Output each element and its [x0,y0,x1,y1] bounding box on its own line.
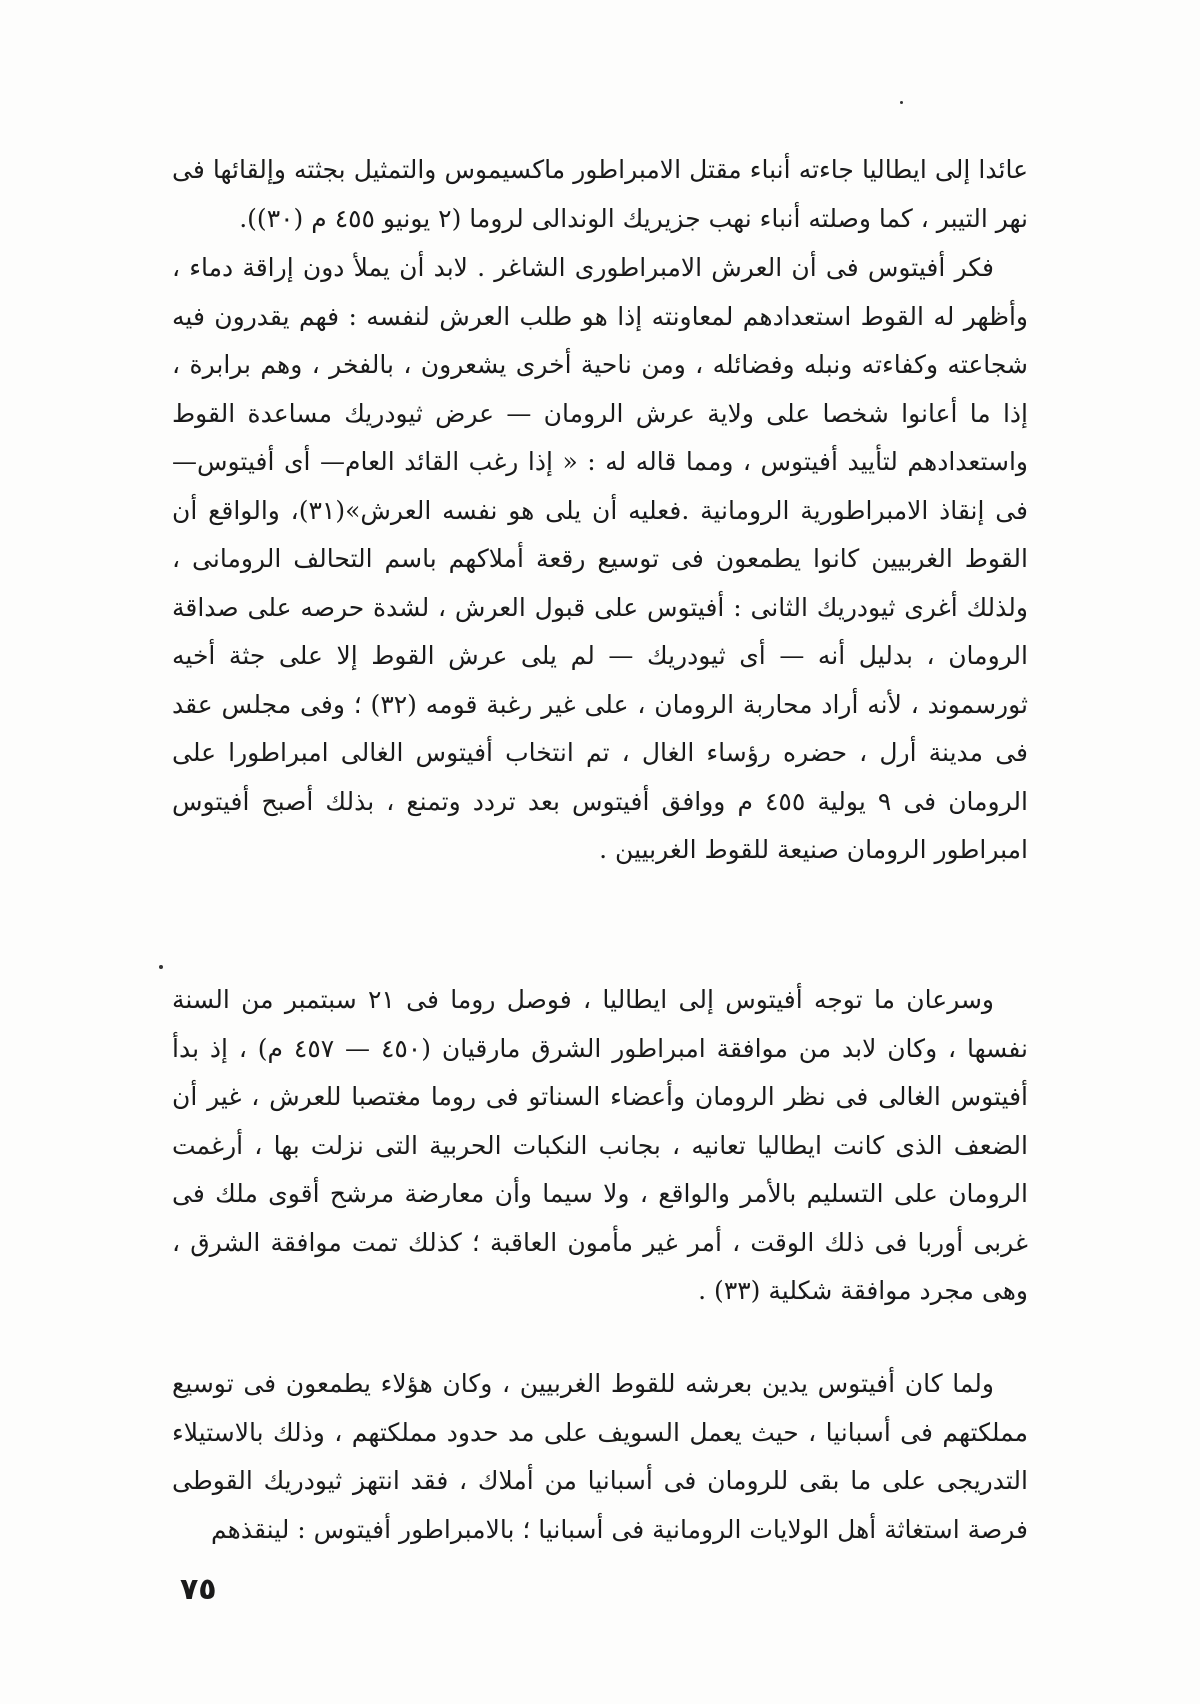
paragraph: فكر أفيتوس فى أن العرش الامبراطورى الشاغر . لابد أن يملأ دون إراقة دماء ، وأظهر له القوط استعدادهم لمعاونته إذا هو طلب العرش لنفسه : فهم يقدرون فيه شجاعته وكفاءته ونبله وفضائله ، ومن ناحية أخرى يشعرون ، بالفخر ، وهم برابرة ، إذا ما أعانوا شخصا على ولاية عرش الرومان — عرض ثيودريك مساعدة القوط واستعدادهم لتأييد أفيتوس ، ومما قاله له : « إذا رغب القائد العام— أى أفيتوس— فى إنقاذ الامبراطورية الرومانية .فعليه أن يلى هو نفسه العرش»(٣١)، والواقع أن القوط الغربيين كانوا يطمعون فى توسيع رقعة أملاكهم باسم التحالف الرومانى ، ولذلك أغرى ثيودريك الثانى : أفيتوس على قبول العرش ، لشدة حرصه على صداقة الرومان ، بدليل أنه — أى ثيودريك — لم يلى عرش القوط إلا على جثة أخيه ثورسموند ، لأنه أراد محاربة الرومان ، على غير رغبة قومه (٣٢) ؛ وفى مجلس عقد فى مدينة أرل ، حضره رؤساء الغال ، تم انتخاب أفيتوس الغالى امبراطورا على الرومان فى ٩ يولية ٤٥٥ م ووافق أفيتوس بعد تردد وتمنع ، بذلك أصبح أفيتوس امبراطور الرومان صنيعة للقوط الغربيين . [172,253,1029,864]
paragraph: عائدا إلى ايطاليا جاءته أنباء مقتل الامبراطور ماكسيموس والتمثيل بجثته وإلقائها فى نهر التيبر ، كما وصلته أنباء نهب جزيريك الوندالى لروما (٢ يونيو ٤٥٥ م (٣٠)). [172,155,1028,233]
scan-speck [900,101,903,104]
scan-speck [159,965,163,969]
paragraph: وسرعان ما توجه أفيتوس إلى ايطاليا ، فوصل روما فى ٢١ سبتمبر من السنة نفسها ، وكان لابد من موافقة امبراطور الشرق مارقيان (٤٥٠ — ٤٥٧ م) ، إذ بدأ أفيتوس الغالى فى نظر الرومان وأعضاء السناتو فى روما مغتصبا للعرش ، غير أن الضعف الذى كانت ايطاليا تعانيه ، بجانب النكبات الحربية التى نزلت بها ، أرغمت الرومان على التسليم بالأمر والواقع ، ولا سيما وأن معارضة مرشح أقوى ملك فى غربى أوربا فى ذلك الوقت ، أمر غير مأمون العاقبة ؛ كذلك تمت موافقة الشرق ، وهى مجرد موافقة شكلية (٣٣) . [172,985,1028,1305]
paragraph: ولما كان أفيتوس يدين بعرشه للقوط الغربيين ، وكان هؤلاء يطمعون فى توسيع مملكتهم فى أسبانيا ، حيث يعمل السويف على مد حدود مملكتهم ، وذلك بالاستيلاء التدريجى على ما بقى للرومان فى أسبانيا من أملاك ، فقد انتهز ثيودريك القوطى فرصة استغاثة أهل الولايات الرومانية فى أسبانيا ؛ بالامبراطور أفيتوس : لينقذهم [172,1369,1028,1544]
paragraph-block-2 [172,244,1028,875]
paragraph-block-3 [172,976,1028,1316]
paragraph-block-1 [172,146,1028,243]
page-number: ٧٥ [180,1572,217,1607]
paragraph-block-4 [172,1360,1028,1554]
